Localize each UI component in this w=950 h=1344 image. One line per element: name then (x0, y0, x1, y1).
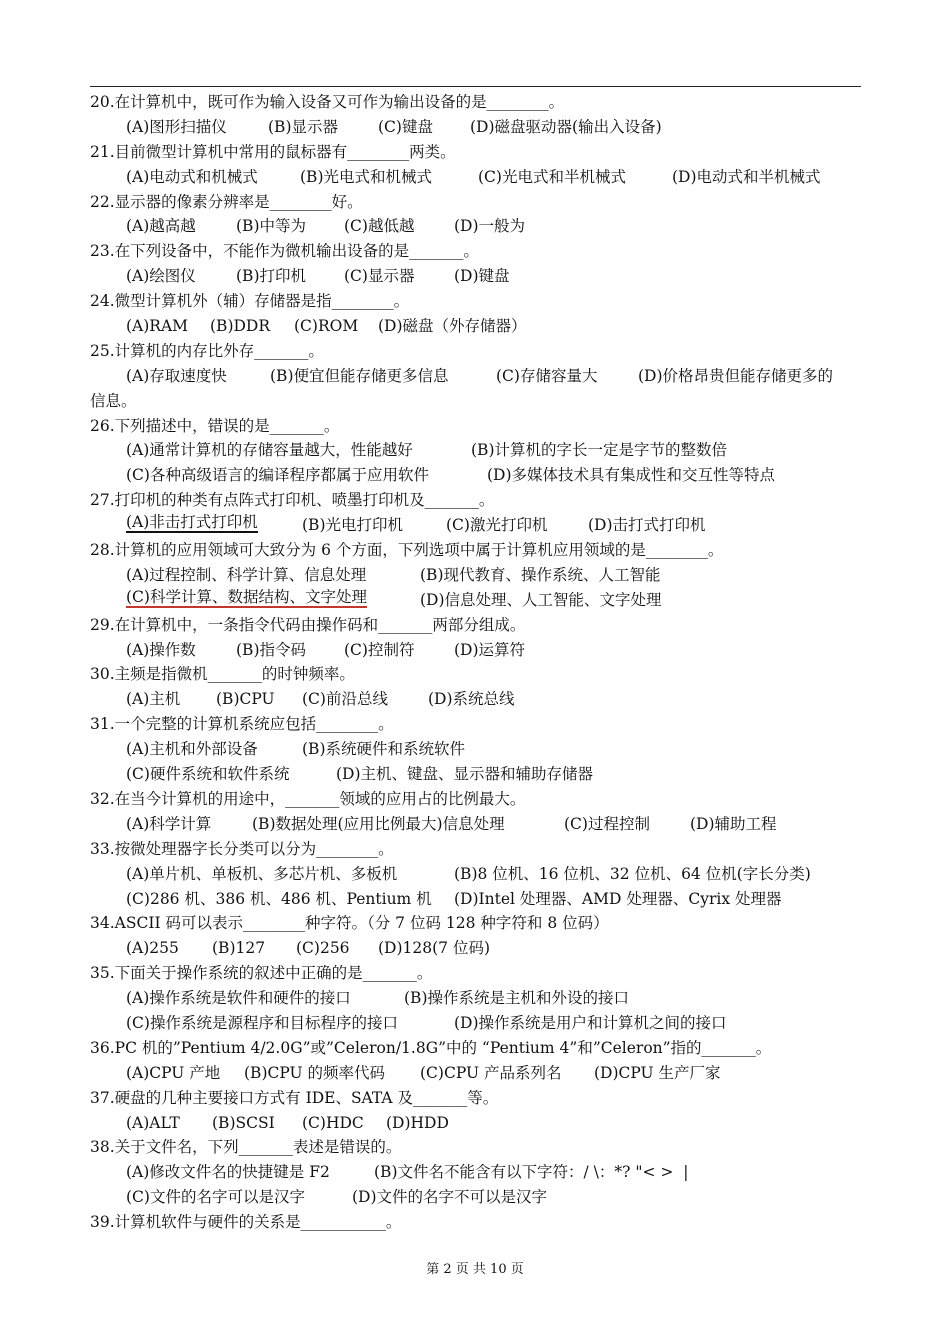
question-stem: 36.PC 机的”Pentium 4/2.0G”或”Celeron/1.8G”中的 “Pentium 4”和”Celeron”指的_______。 (90, 1038, 772, 1057)
answer-option: (B)光电式和机械式 (300, 167, 432, 186)
answer-option: (B)8 位机、16 位机、32 位机、64 位机(字长分类) (454, 864, 811, 883)
option-row (90, 264, 861, 289)
answer-option: (B)便宜但能存储更多信息 (270, 366, 449, 385)
question-stem: 27.打印机的种类有点阵式打印机、喷墨打印机及_______。 (90, 491, 495, 510)
answer-option: (B)CPU 的频率代码 (244, 1063, 385, 1082)
option-row (90, 364, 861, 389)
option-row (90, 115, 861, 140)
option-row (90, 762, 861, 787)
answer-option: (B)指令码 (236, 640, 306, 659)
question-stem: 35.下面关于操作系统的叙述中正确的是_______。 (90, 964, 433, 983)
answer-option: (D)运算符 (454, 640, 526, 659)
answer-option: (D)HDD (386, 1113, 449, 1132)
answer-option: (C)文件的名字可以是汉字 (126, 1188, 305, 1207)
option-row (90, 463, 861, 488)
question-stem: 39.计算机软件与硬件的关系是___________。 (90, 1213, 402, 1232)
question-stem: 34.ASCII 码可以表示________种字符。（分 7 位码 128 种字符和 8 位码） (90, 914, 609, 933)
answer-option: (C)操作系统是源程序和目标程序的接口 (126, 1013, 398, 1032)
answer-option: (C)控制符 (344, 640, 415, 659)
answer-option: (D)信息处理、人工智能、文字处理 (420, 590, 662, 609)
option-row (90, 314, 861, 339)
answer-option: (D)击打式打印机 (588, 516, 706, 535)
answer-option: (C)键盘 (378, 117, 433, 136)
page-footer: 第 2 页 共 10 页 (426, 1262, 524, 1277)
option-row (90, 936, 861, 961)
question-stem: 26.下列描述中，错误的是_______。 (90, 416, 340, 435)
question-stem: 28.计算机的应用领域可大致分为 6 个方面，下列选项中属于计算机应用领域的是________。 (90, 541, 724, 560)
answer-option: (A)通常计算机的存储容量越大，性能越好 (126, 441, 413, 460)
option-row (90, 1160, 861, 1185)
answer-option: (C)显示器 (344, 267, 415, 286)
answer-option: (A)RAM (126, 317, 189, 336)
answer-option: (C)过程控制 (564, 814, 650, 833)
answer-option: (A)255 (126, 939, 179, 958)
answer-option: (A)主机 (126, 690, 181, 709)
answer-option: (D)CPU 生产厂家 (594, 1063, 721, 1082)
answer-option: (B)操作系统是主机和外设的接口 (404, 989, 629, 1008)
answer-option: (B)127 (212, 939, 266, 958)
option-row (90, 563, 861, 588)
answer-option: (D)Intel 处理器、AMD 处理器、Cyrix 处理器 (454, 889, 782, 908)
answer-option: (A)非击打式打印机 (126, 513, 258, 532)
answer-option: (C)光电式和半机械式 (478, 167, 626, 186)
answer-option: (B)数据处理(应用比例最大)信息处理 (252, 814, 505, 833)
answer-option: (A)存取速度快 (126, 366, 227, 385)
answer-option: (D)128(7 位码) (378, 939, 490, 958)
question-stem: 37.硬盘的几种主要接口方式有 IDE、SATA 及_______等。 (90, 1088, 499, 1107)
answer-option: (C)科学计算、数据结构、文字处理 (126, 587, 367, 606)
question-stem: 21.目前微型计算机中常用的鼠标器有________两类。 (90, 142, 456, 161)
answer-option: (A)操作系统是软件和硬件的接口 (126, 989, 351, 1008)
answer-option: (B)中等为 (236, 217, 306, 236)
option-row (90, 1061, 861, 1086)
answer-option: (C)激光打印机 (446, 516, 548, 535)
answer-option: (D)磁盘（外存储器） (378, 317, 527, 336)
answer-option: (B)CPU (216, 690, 275, 709)
option-row (90, 588, 861, 613)
answer-option: (A)电动式和机械式 (126, 167, 258, 186)
question-list (90, 90, 861, 1235)
answer-option: (D)操作系统是用户和计算机之间的接口 (454, 1013, 727, 1032)
question-stem: 20.在计算机中，既可作为输入设备又可作为输出设备的是________。 (90, 93, 565, 111)
answer-option: (C)HDC (302, 1113, 364, 1132)
answer-option: (A)图形扫描仪 (126, 117, 227, 136)
header-rule (90, 86, 861, 87)
answer-option: (C)存储容量大 (496, 366, 598, 385)
option-row (90, 1185, 861, 1210)
question-stem: 30.主频是指微机_______的时钟频率。 (90, 665, 355, 684)
answer-option: (A)操作数 (126, 640, 196, 659)
question-stem: 29.在计算机中，一条指令代码由操作码和_______两部分组成。 (90, 615, 526, 634)
option-row (90, 638, 861, 663)
answer-option: (A)CPU 产地 (126, 1063, 221, 1082)
answer-option: (B)DDR (210, 317, 271, 336)
answer-option: (C)ROM (294, 317, 359, 336)
answer-option: (A)修改文件名的快捷键是 F2 (126, 1163, 330, 1182)
answer-option: (D)辅助工程 (690, 814, 777, 833)
question-stem: 32.在当今计算机的用途中，_______领域的应用占的比例最大。 (90, 789, 526, 808)
answer-option: (C)256 (296, 939, 350, 958)
answer-option: (A)主机和外部设备 (126, 740, 258, 759)
question-stem: 33.按微处理器字长分类可以分为________。 (90, 839, 394, 858)
answer-option: (D)文件的名字不可以是汉字 (352, 1188, 548, 1207)
option-row (90, 1111, 861, 1136)
answer-option: (D)键盘 (454, 267, 510, 286)
option-row (90, 887, 861, 912)
answer-option: (D)一般为 (454, 217, 526, 236)
answer-option: (B)系统硬件和系统软件 (302, 740, 465, 759)
answer-option: (D)多媒体技术具有集成性和交互性等特点 (487, 466, 776, 485)
answer-option: (C)越低越 (344, 217, 415, 236)
option-row (90, 862, 861, 887)
question-stem: 38.关于文件名，下列_______表述是错误的。 (90, 1138, 402, 1157)
question-stem: 23.在下列设备中，不能作为微机输出设备的是_______。 (90, 242, 479, 261)
answer-option: (B)显示器 (268, 117, 338, 136)
option-row (90, 438, 861, 463)
answer-option: (A)科学计算 (126, 814, 212, 833)
answer-option: (B)现代教育、操作系统、人工智能 (420, 565, 661, 584)
answer-option: (C)硬件系统和软件系统 (126, 765, 290, 784)
option-wrap: 信息。 (90, 391, 137, 410)
answer-option: (B)打印机 (236, 267, 306, 286)
answer-option: (D)磁盘驱动器(输出入设备) (470, 117, 662, 136)
answer-option: (A)单片机、单板机、多芯片机、多板机 (126, 864, 398, 883)
option-row (90, 165, 861, 190)
answer-option: (A)过程控制、科学计算、信息处理 (126, 565, 367, 584)
answer-option: (B)SCSI (212, 1113, 275, 1132)
question-stem: 22.显示器的像素分辨率是________好。 (90, 192, 363, 211)
option-row (90, 986, 861, 1011)
answer-option: (D)主机、键盘、显示器和辅助存储器 (336, 765, 594, 784)
answer-option: (B)计算机的字长一定是字节的整数倍 (471, 441, 727, 460)
answer-option: (A)越高越 (126, 217, 196, 236)
answer-option: (A)ALT (126, 1113, 180, 1132)
option-row (90, 214, 861, 239)
option-row (90, 812, 861, 837)
question-stem: 31.一个完整的计算机系统应包括________。 (90, 715, 394, 734)
answer-option: (D)系统总线 (428, 690, 515, 709)
answer-option: (C)各种高级语言的编译程序都属于应用软件 (126, 466, 429, 485)
question-stem: 24.微型计算机外（辅）存储器是指________。 (90, 292, 410, 311)
option-row (90, 737, 861, 762)
option-row (90, 513, 861, 538)
option-row (90, 1011, 861, 1036)
question-stem: 25.计算机的内存比外存_______。 (90, 341, 324, 360)
answer-option: (A)绘图仪 (126, 267, 196, 286)
answer-option: (B)文件名不能含有以下字符：/ \：*? "< > | (374, 1163, 689, 1182)
answer-option: (D)电动式和半机械式 (672, 167, 821, 186)
answer-option: (C)CPU 产品系列名 (420, 1063, 562, 1082)
answer-option: (C)286 机、386 机、486 机、Pentium 机 (126, 889, 432, 908)
answer-option: (B)光电打印机 (302, 516, 403, 535)
option-row (90, 687, 861, 712)
answer-option: (D)价格昂贵但能存储更多的 (638, 366, 834, 385)
answer-option: (C)前沿总线 (302, 690, 388, 709)
